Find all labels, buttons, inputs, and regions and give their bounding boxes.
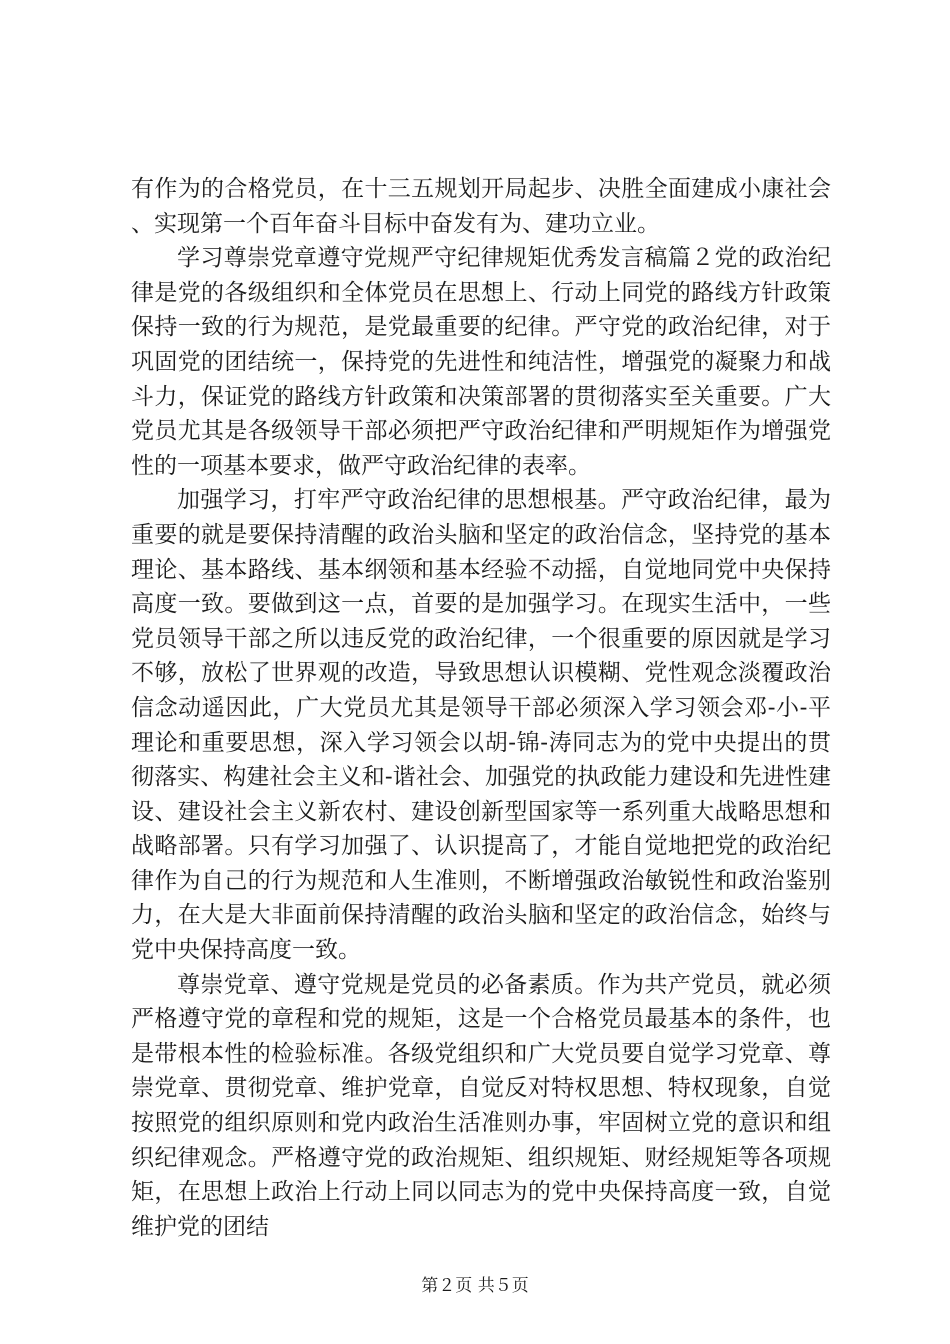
- document-body: [131, 172, 831, 1244]
- page-number-footer: 第２页 共５页: [421, 1276, 529, 1296]
- paragraph-respect-party-constitution: 尊崇党章、遵守党规是党员的必备素质。作为共产党员，就必须严格遵守党的章程和党的规矩，这是一个合格党员最基本的条件，也是带根本性的检验标准。各级党组织和广大党员要自觉学习党章、尊崇党章、贯彻党章、维护党章，自觉反对特权思想、特权现象，自觉按照党的组织原则和党内政治生活准则办事，牢固树立党的意识和组织纪律观念。严格遵守党的政治规矩、组织规矩、财经规矩等各项规矩，在思想上政治上行动上同以同志为的党中央保持高度一致，自觉维护党的团结: [131, 971, 831, 1240]
- paragraph-political-discipline: 学习尊崇党章遵守党规严守纪律规矩优秀发言稿篇２党的政治纪律是党的各级组织和全体党员在思想上、行动上同党的路线方针政策保持一致的行为规范，是党最重要的纪律。严守党的政治纪律，对于巩固党的团结统一，保持党的先进性和纯洁性，增强党的凝聚力和战斗力，保证党的路线方针政策和决策部署的贯彻落实至关重要。广大党员尤其是各级领导干部必须把严守政治纪律和严明规矩作为增强党性的一项基本要求，做严守政治纪律的表率。: [131, 245, 831, 479]
- paragraph-strengthen-learning: 加强学习，打牢严守政治纪律的思想根基。严守政治纪律，最为重要的就是要保持清醒的政治头脑和坚定的政治信念，坚持党的基本理论、基本路线、基本纲领和基本经验不动摇，自觉地同党中央保持高度一致。要做到这一点，首要的是加强学习。在现实生活中，一些党员领导干部之所以违反党的政治纪律，一个很重要的原因就是学习不够，放松了世界观的改造，导致思想认识模糊、党性观念淡覆政治信念动遥因此，广大党员尤其是领导干部必须深入学习领会邓-小-平理论和重要思想，深入学习领会以胡-锦-涛同志为的党中央提出的贯彻落实、构建社会主义和-谐社会、加强党的执政能力建设和先进性建设、建设社会主义新农村、建设创新型国家等一系列重大战略思想和战略部署。只有学习加强了、认识提高了，才能自觉地把党的政治纪律作为自己的行为规范和人生准则，不断增强政治敏锐性和政治鉴别力，在大是大非面前保持清醒的政治头脑和坚定的政治信念，始终与党中央保持高度一致。: [131, 487, 831, 964]
- paragraph-continuation: 有作为的合格党员，在十三五规划开局起步、决胜全面建成小康社会、实现第一个百年奋斗目标中奋发有为、建功立业。: [131, 176, 831, 237]
